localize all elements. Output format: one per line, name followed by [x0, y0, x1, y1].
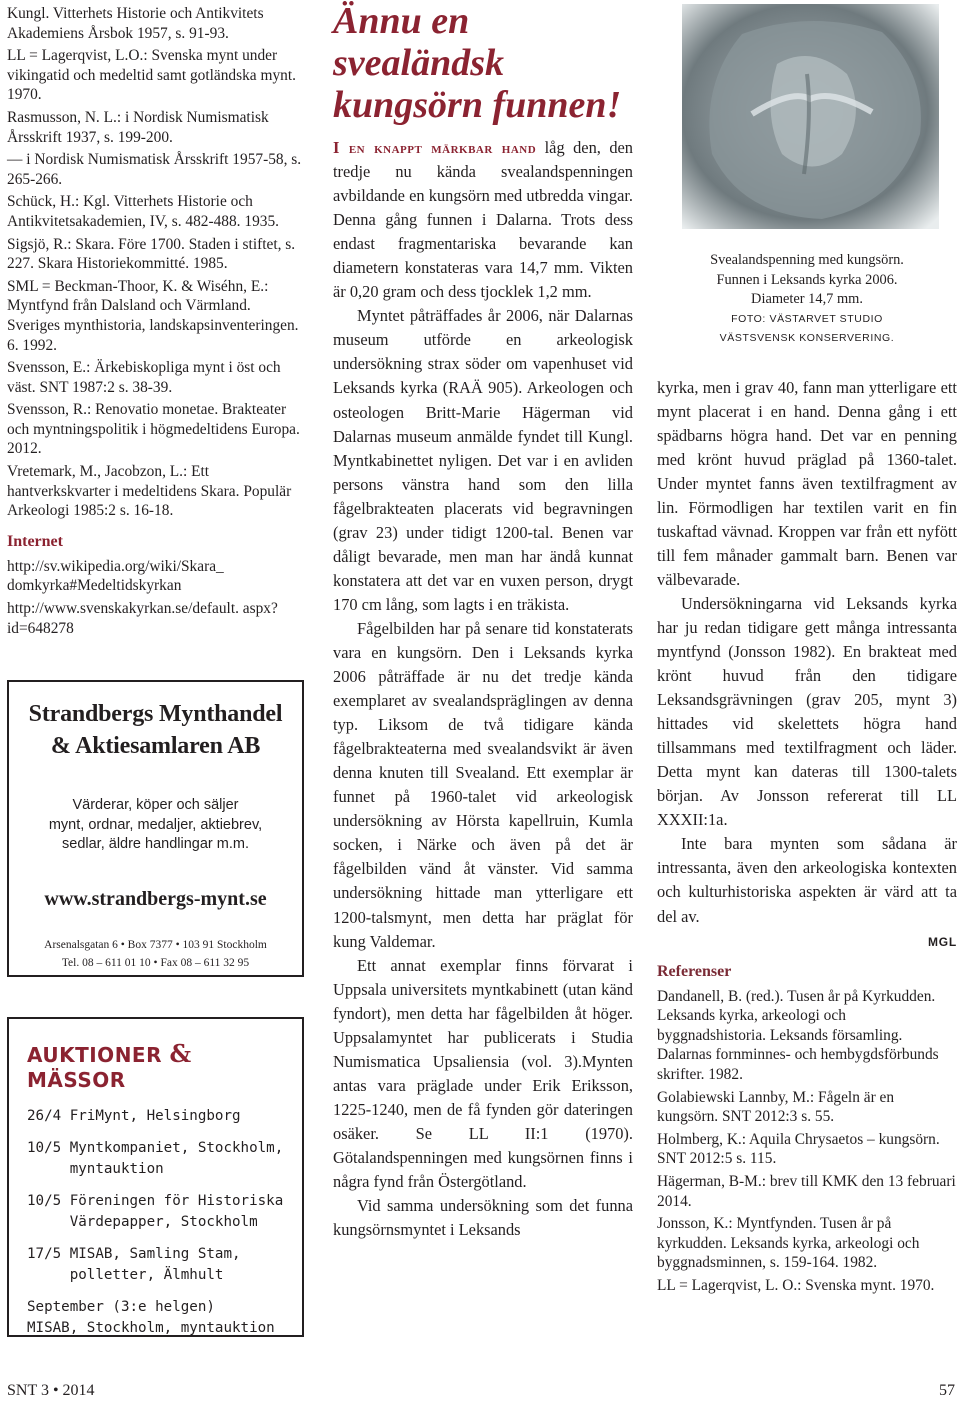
reference-item: Holmberg, K.: Aquila Chrysaetos – kungsörn. SNT 2012:5 s. 115.: [657, 1130, 940, 1168]
lead-in: I en knappt märkbar hand: [333, 138, 537, 157]
article-body-continued: [657, 376, 957, 929]
reference-item: Sigsjö, R.: Skara. Före 1700. Staden i stiftet, s. 227. Skara Historiekommitté. 1985.: [7, 235, 296, 273]
advert-address: Arsenalsgatan 6 • Box 7377 • 103 91 Stockholm: [44, 938, 267, 951]
reference-item: Hägerman, B-M.: brev till KMK den 13 februari 2014.: [657, 1172, 956, 1210]
event-item: 10/5 Föreningen för Historiska Värdepapper, Stockholm: [27, 1193, 284, 1230]
reference-item: Kungl. Vitterhets Historie och Antikvitets Akademiens Årsbok 1957, s. 91-93.: [7, 5, 264, 42]
photo-credit: FOTO: VÄSTARVET STUDIO: [731, 312, 883, 325]
internet-link[interactable]: http://sv.wikipedia.org/wiki/Skara_ domkyrka#Medeltidskyrkan: [7, 557, 224, 595]
reference-item: Svensson, E.: Ärkebiskopliga mynt i öst och väst. SNT 1987:2 s. 38-39.: [7, 359, 281, 396]
event-item: September (3:e helgen) MISAB, Stockholm, myntauktion: [27, 1299, 275, 1336]
reference-item: — i Nordisk Numismatisk Årsskrift 1957-58, s. 265-266.: [7, 151, 302, 188]
reference-item: Rasmusson, N. L.: i Nordisk Numismatisk Årsskrift 1937, s. 199-200.: [7, 108, 269, 146]
reference-item: Golabiewski Lannby, M.: Fågeln är en kungsörn. SNT 2012:3 s. 55.: [657, 1088, 895, 1126]
article-paragraph: Myntet påträffades år 2006, när Dalarnas museum utförde en arkeologisk undersökning strax söder om vapenhuset vid Leksands kyrka (RAÄ 905). Arkeologen och osteologen Britt-Marie Hägerman vid Dalarnas museum anmälde fyndet till Kungl. Myntkabinettet nyligen. Det var i en avliden persons vänstra hand som den lilla fågelbrakteaten placerats vid begravningen (grav 23) under tidigt 1200-tal. Benen var dåligt bevarade, men man har ändå kunnat konstatera att det var en vuxen person, drygt 170 cm lång, som lagts i en träkista.: [333, 306, 633, 614]
left-column: [7, 4, 305, 641]
advert-phone: Tel. 08 – 611 01 10 • Fax 08 – 611 32 95: [61, 956, 250, 969]
photo-credit: VÄSTSVENSK KONSERVERING.: [719, 331, 895, 344]
coin-photo: [682, 4, 939, 229]
event-item: 10/5 Myntkompaniet, Stockholm, myntauktion: [27, 1140, 284, 1177]
coin-image-icon: [682, 4, 939, 229]
photo-caption: Svealandspenning med kungsörn. Funnen i Leksands kyrka 2006. Diameter 14,7 mm. FOTO: VÄSTARVET STUDIO VÄSTSVENSK KONSERVERING.: [657, 251, 957, 348]
reference-item: Jonsson, K.: Myntfynden. Tusen år på kyrkudden. Leksands kyrka, arkeologi och byggnadsminnen, s. 159-164. 1982.: [657, 1215, 920, 1272]
article-paragraph: Fågelbilden har på senare tid konstaterats vara en kungsörn. Den i Leksands kyrka 2006 påträffade är nu det tredje kända exemplaret av svealandspräglingen av denna typ. Liksom de två tidigare kända fågelbrakteaterna med svealandsvikt är även denna knuten till Svealand. Ett exemplar är funnet på 1960-talet vid arkeologisk undersökning av Hörsta kapellruin, Kumla socken, i Närke och även på det är fågelbilden vänd åt vänster. Vid samma undersökning hittade man ytterligare ett 1200-talsmynt, men detta har präglat för kung Valdemar.: [333, 618, 633, 951]
article-body: [333, 136, 633, 1242]
auctions-title: AUKTIONER & MÄSSOR: [27, 1039, 192, 1092]
internet-heading: Internet: [7, 532, 63, 550]
auctions-advert: [7, 1017, 304, 1337]
article-paragraph: Inte bara mynten som sådana är intressanta, även den arkeologiska kontexten och kulturhistoriska aspekten är värd att ta del av.: [657, 834, 957, 926]
advert-website[interactable]: www.strandbergs-mynt.se: [44, 887, 267, 910]
reference-item: Svensson, R.: Renovatio monetae. Brakteater och myntningspolitik i högmedeltidens Europa. 2012.: [7, 401, 300, 458]
event-item: 17/5 MISAB, Samling Stam, polletter, Älmhult: [27, 1246, 241, 1283]
reference-item: SML = Beckman-Thoor, K. & Wiséhn, E.: Myntfynd från Dalsland och Värmland. Sveriges mynthistoria, landskapsinventeringen. 6. 1992.: [7, 277, 299, 354]
article-paragraph: Ett annat exemplar finns förvarat i Uppsala universitets myntkabinett (utan känd fyndort), men detta har fågelbilden åt höger. Uppsalamyntet har publicerats i Studia Numismatica Upsaliensia (vol. 3).Mynten antas vara präglade under Erik Eriksson, 1225-1240, men de få fynden gör dateringen osäker. Se LL II:1 (1970). Götalandspenningen med kungsörnen finns i några fynd från Östergötland.: [333, 955, 633, 1192]
article-paragraph: I en knappt märkbar hand låg den, den tredje nu kända svealandspenningen avbildande en kungsörn med utbredda vingar. Denna gång funnen i Dalarna. Trots dess endast fragmentariska bevarande kan diametern konstateras vara 14,7 mm. Vikten är 0,20 gram och dess tjocklek 1,2 mm.: [333, 138, 633, 302]
reference-item: Schück, H.: Kgl. Vitterhets Historie och Antikvitetsakademien, IV, s. 482-488. 1935.: [7, 193, 280, 230]
article-headline: Ännu en svealändsk kungsörn funnen!: [333, 0, 622, 126]
author-signature: MGL: [927, 934, 957, 949]
reference-item: LL = Lagerqvist, L.O.: Svenska mynt under vikingatid och medeltid samt gotländska mynt. 1970.: [7, 47, 296, 104]
strandbergs-advert: [7, 680, 304, 977]
advert-title: Strandbergs Mynthandel & Aktiesamlaren AB: [28, 701, 283, 759]
article-paragraph: Vid samma undersökning som det funna kungsörnsmyntet i Leksands: [333, 1196, 633, 1240]
advert-description: Värderar, köper och säljer mynt, ordnar, medaljer, aktiebrev, sedlar, äldre handlingar m.m.: [48, 797, 263, 852]
article-paragraph: kyrka, men i grav 40, fann man ytterligare ett mynt placerat i en hand. Denna gång i ett spädbarns högra hand. Det var en penning med krönt huvud präglad på 1360-talet. Under myntet fanns även textilfragment av lin. Förmodligen har textilen varit en fin tuskaftad vävnad. Kroppen var från ett nyfött till fem månader gammalt barn. Benen var välbevarade.: [657, 377, 957, 589]
reference-item: Vretemark, M., Jacobzon, L.: Ett hantverkskvarter i medeltidens Skara. Populär Arkeologi 1985:2 s. 16-18.: [7, 463, 292, 520]
issue-footer: SNT 3 • 2014: [7, 1382, 95, 1399]
article-column: [333, 0, 633, 1242]
reference-item: Dandanell, B. (red.). Tusen år på Kyrkudden. Leksands kyrka, arkeologi och byggnadshistoria. Leksands församling. Dalarnas fornminnes- och hembygdsförbunds skrifter. 1982.: [657, 987, 939, 1083]
internet-link[interactable]: http://www.svenskakyrkan.se/default. aspx?id=648278: [7, 600, 278, 637]
reference-item: LL = Lagerqvist, L. O.: Svenska mynt. 1970.: [657, 1276, 935, 1294]
event-item: 26/4 FriMynt, Helsingborg: [27, 1108, 241, 1124]
referenser-heading: Referenser: [657, 962, 732, 980]
right-column: [657, 0, 957, 1298]
page-number: 57: [939, 1382, 955, 1399]
article-paragraph: Undersökningarna vid Leksands kyrka har ju redan tidigare gett många intressanta myntfynd (Jonsson 1982). En brakteat med krönt huvud från den tidigare Leksandsgrävningen (grav 205, mynt 3) hittades vid skelettets högra hand tillsammans med textilfragment och läder. Detta mynt kan dateras till 1300-talets början. Av Jonsson refererat till LL XXXII:1a.: [657, 593, 957, 830]
